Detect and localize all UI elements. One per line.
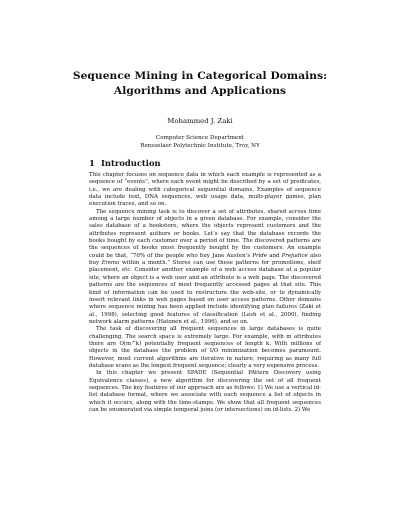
body-text (89, 172, 321, 414)
author-name: Mohammed J. Zaki (167, 117, 233, 125)
section-number: 1 (89, 158, 95, 168)
paragraph-2-text-c: also buy (89, 252, 321, 267)
book-title-emma: Emma (101, 260, 120, 267)
affiliation (0, 135, 400, 150)
paragraph-4: In this chapter we present SPADE (Sequential PAttern Discovery using Equivalence classes), a new algorithm for discovering the set of all frequent sequences. The key features of our approach are as follows: 1) We use a vertical id-list database format, where we associate with each sequence a list of objects in which it occurs, along with the time-stamps. We show that all frequent sequences can be enumerated via simple temporal joins (or intersections) on id-lists. 2) We (89, 370, 321, 413)
paragraph-2 (89, 209, 321, 327)
paragraph-2-text-d: within a month.” Stores can use these patterns for promotions, shelf placement, etc. Consider another example of a web access database at a popular site, where an object is a web user and an attribute is a web page. The discovered patterns are the sequences of most frequently accessed pages at that site. This kind of information can be used to restructure the web-site, or to dynamically insert relevant links in web pages based on user access patterns. Other domains where sequence mining has been applied include identifying plan failures (Zaki et al., 1998), selecting good features of classification (Lesh et al., 2000), finding network alarm patterns (Hatonen et al., 1996), and so on. (89, 260, 321, 325)
paragraph-3: The task of discovering all frequent sequences in large databases is quite challenging. The search space is extremely large. For example, with m attributes there are O(m^k) potentially frequent sequences of length k. With millions of objects in the database the problem of I/O minimization becomes paramount. However, most current algorithms are iterative in nature, requiring as many full database scans as the longest frequent sequence; clearly a very expensive process. (89, 326, 321, 369)
affiliation-institute: Rensselaer Polytechnic Institute, Troy, NY (140, 142, 260, 149)
section-heading (89, 158, 161, 169)
paragraph-2-text-a: The sequence mining task is to discover a set of attributes, shared across time among a large number of objects in a given database. For example, consider the sales database of a bookstore, where the objects represent customers and the attributes represent authors or books. Let’s say that the database records the books bought by each customer over a period of time. The discovered patterns are the sequences of books most frequently bought by the customers. An example could be that, “70% of the people who buy Jane Austen’s (89, 208, 321, 259)
affiliation-department: Computer Science Department (155, 135, 245, 141)
paragraph-2-text-b: and (267, 252, 282, 259)
book-title-pride: Pride (252, 252, 268, 259)
paper-title (0, 69, 400, 99)
book-title-prejudice: Prejudice (281, 252, 308, 259)
title-line-2: Algorithms and Applications (113, 85, 287, 97)
paragraph-1: This chapter focuses on sequence data in which each example is represented as a sequence of “events”, where each event might be described by a set of predicates, i.e., we are dealing with categorical sequential domains. Examples of sequence data include text, DNA sequences, web usage data, multi-player games, plan execution traces, and so on. (89, 172, 321, 208)
section-title: Introduction (101, 158, 161, 168)
title-line-1: Sequence Mining in Categorical Domains: (72, 70, 328, 82)
